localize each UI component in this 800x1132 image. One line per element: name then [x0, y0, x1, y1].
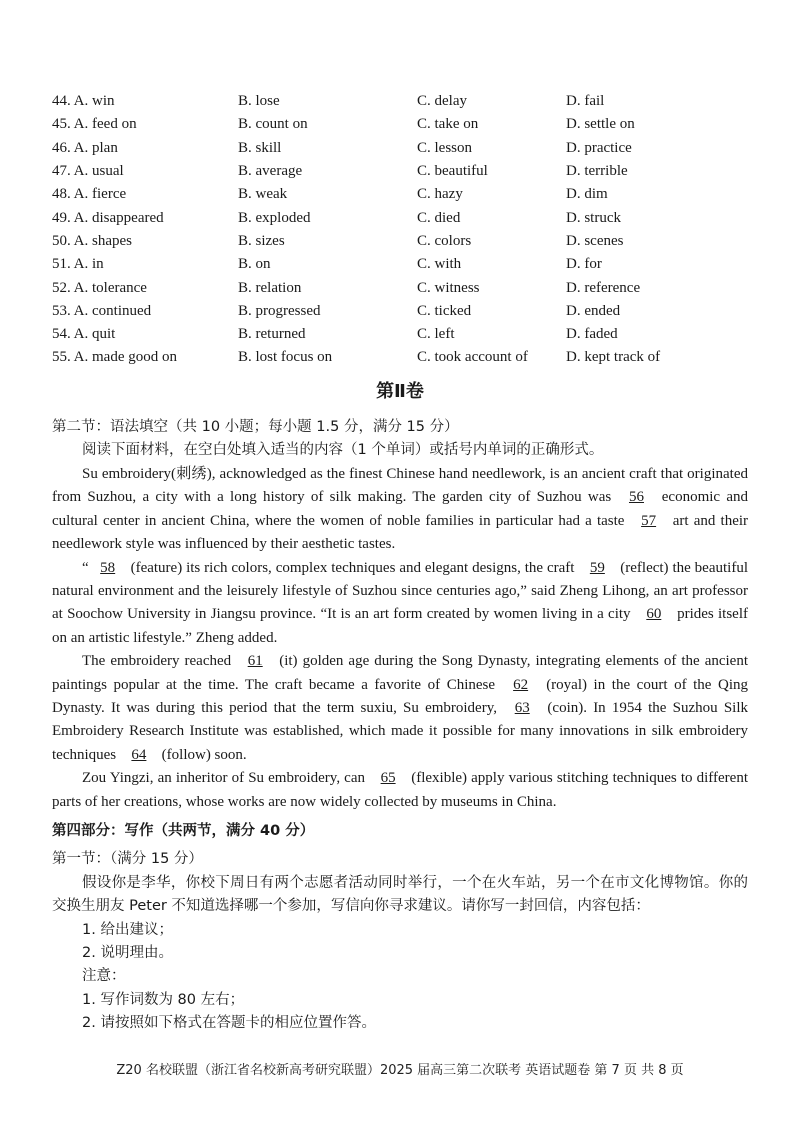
option-b: B. weak: [238, 186, 288, 203]
passage-text: economic and cultural center in ancient China, where the women of noble families in particular had a taste: [52, 489, 749, 529]
option-c: C. beautiful: [417, 163, 488, 180]
writing-note: 1. 写作词数为 80 左右；: [82, 991, 245, 1008]
blank-63: 63: [514, 700, 530, 717]
option-row: [52, 276, 752, 299]
option-row: [52, 160, 752, 183]
option-row: [52, 90, 752, 113]
option-d: D. reference: [566, 279, 641, 296]
option-d: D. settle on: [566, 116, 635, 133]
option-c: C. died: [417, 209, 461, 226]
option-c: C. with: [417, 256, 462, 273]
option-c: C. colors: [417, 232, 472, 249]
option-b: B. skill: [238, 139, 282, 156]
option-c: C. delay: [417, 93, 467, 110]
volume-title: 第Ⅱ卷: [376, 381, 424, 402]
option-d: D. terrible: [566, 163, 628, 180]
writing-item: 2. 说明理由。: [82, 945, 173, 962]
option-row: [52, 183, 752, 206]
option-a: 55. A. made good on: [52, 349, 177, 366]
option-d: D. fail: [566, 93, 605, 110]
option-row: [52, 323, 752, 346]
option-d: D. faded: [566, 326, 618, 343]
option-a: 46. A. plan: [52, 139, 118, 156]
option-a: 53. A. continued: [52, 302, 152, 319]
writing-note: 2. 请按照如下格式在答题卡的相应位置作答。: [82, 1015, 376, 1032]
option-a: 51. A. in: [52, 256, 104, 273]
option-row: [52, 346, 752, 369]
passage-text: (coin). In 1954 the Suzhou Silk Embroidery Research Institute was established, which made it possible for many innovations in silk embroidery techniques: [52, 700, 749, 763]
option-b: B. sizes: [238, 232, 285, 249]
option-b: B. progressed: [238, 302, 321, 319]
option-c: C. witness: [417, 279, 480, 296]
option-d: D. practice: [566, 139, 632, 156]
option-c: C. took account of: [417, 349, 528, 366]
option-d: D. dim: [566, 186, 608, 203]
option-a: 47. A. usual: [52, 163, 124, 180]
option-c: C. left: [417, 326, 455, 343]
option-b: B. lose: [238, 93, 280, 110]
passage-text: “: [82, 559, 89, 576]
option-row: [52, 137, 752, 160]
blank-62: 62: [513, 676, 529, 693]
writing-note-label: 注意：: [82, 968, 126, 985]
grammar-section: [52, 416, 748, 463]
option-a: 44. A. win: [52, 93, 115, 110]
option-row: [52, 206, 752, 229]
blank-57: 57: [641, 512, 657, 529]
grammar-instruction: 阅读下面材料，在空白处填入适当的内容（1 个单词）或括号内单词的正确形式。: [82, 442, 604, 459]
writing-part-heading: 第四部分：写作（共两节，满分 40 分）: [52, 823, 315, 839]
writing-item: 1. 给出建议；: [82, 921, 173, 938]
grammar-heading: 第二节：语法填空（共 10 小题；每小题 1.5 分，满分 15 分）: [52, 419, 459, 435]
option-b: B. count on: [238, 116, 308, 133]
option-b: B. relation: [238, 279, 302, 296]
option-c: C. take on: [417, 116, 479, 133]
blank-56: 56: [628, 489, 644, 506]
passage-text: (flexible) apply various stitching techniques to different parts of her creations, whose works are now widely collected by museums in China.: [52, 770, 748, 810]
option-b: B. on: [238, 256, 271, 273]
option-d: D. ended: [566, 302, 621, 319]
passage-text: (follow) soon.: [161, 746, 247, 763]
passage-text: (reflect) the beautiful natural environment and the leisurely lifestyle of Suzhou since centuries ago,” said Zheng Lihong, an art professor at Soochow University in Jiangsu province. “It is an art form created by women living in a city: [52, 559, 748, 623]
option-d: D. kept track of: [566, 349, 661, 366]
option-row: [52, 300, 752, 323]
passage-paragraph-1: [52, 463, 748, 557]
option-a: 45. A. feed on: [52, 116, 137, 133]
passage-paragraph-3: [52, 650, 748, 767]
option-c: C. hazy: [417, 186, 463, 203]
writing-section: [52, 820, 748, 1036]
option-d: D. struck: [566, 209, 621, 226]
blank-61: 61: [247, 653, 263, 670]
blank-59: 59: [589, 559, 605, 576]
passage-text: Zou Yingzi, an inheritor of Su embroidery, can: [82, 770, 365, 787]
option-b: B. returned: [238, 326, 306, 343]
blank-60: 60: [646, 606, 662, 623]
option-a: 54. A. quit: [52, 326, 116, 343]
option-b: B. lost focus on: [238, 349, 333, 366]
option-row: [52, 113, 752, 136]
passage-text: art and their needlework style was influenced by their aesthetic tastes.: [52, 512, 749, 553]
passage-text: (feature) its rich colors, complex techniques and elegant designs, the craft: [130, 559, 575, 576]
writing-section-heading: 第一节：（满分 15 分）: [52, 851, 203, 868]
option-d: D. for: [566, 256, 602, 273]
option-a: 50. A. shapes: [52, 232, 132, 249]
option-c: C. ticked: [417, 302, 472, 319]
option-a: 52. A. tolerance: [52, 279, 147, 296]
blank-64: 64: [131, 746, 147, 763]
blank-58: 58: [100, 559, 116, 576]
passage-paragraph-2: [52, 557, 748, 651]
option-b: B. exploded: [238, 209, 311, 226]
option-row: [52, 230, 752, 253]
grammar-passage: [52, 463, 748, 814]
passage-text: The embroidery reached: [82, 653, 232, 670]
passage-text: (it) golden age during the Song Dynasty, integrating elements of the ancient paintings popular at the time. The craft became a favorite of Chinese: [52, 653, 749, 693]
option-a: 48. A. fierce: [52, 186, 127, 203]
options-table: [52, 90, 752, 370]
passage-text: (royal) in the court of the Qing Dynasty. It was during this period that the term suxiu, Su embroidery,: [52, 676, 749, 717]
option-b: B. average: [238, 163, 303, 180]
writing-prompt: 假设你是李华，你校下周日有两个志愿者活动同时举行，一个在火车站，另一个在市文化博物馆。你的交换生朋友 Peter 不知道选择哪一个参加，写信向你寻求建议。请你写一封回信，内容包括：: [52, 874, 748, 915]
option-c: C. lesson: [417, 139, 473, 156]
option-a: 49. A. disappeared: [52, 209, 164, 226]
blank-65: 65: [380, 770, 396, 787]
option-row: [52, 253, 752, 276]
option-d: D. scenes: [566, 232, 624, 249]
page-footer: Z20 名校联盟（浙江省名校新高考研究联盟）2025 届高三第二次联考 英语试题卷 第 7 页 共 8 页: [116, 1063, 684, 1078]
passage-text: Su embroidery(刺绣), acknowledged as the finest Chinese hand needlework, is an ancient craft that originated from Suzhou, a city with a long history of silk making. The garden city of Suzhou was: [52, 466, 748, 506]
passage-text: prides itself on an artistic lifestyle.” Zheng added.: [52, 606, 748, 646]
passage-paragraph-4: [52, 767, 748, 814]
